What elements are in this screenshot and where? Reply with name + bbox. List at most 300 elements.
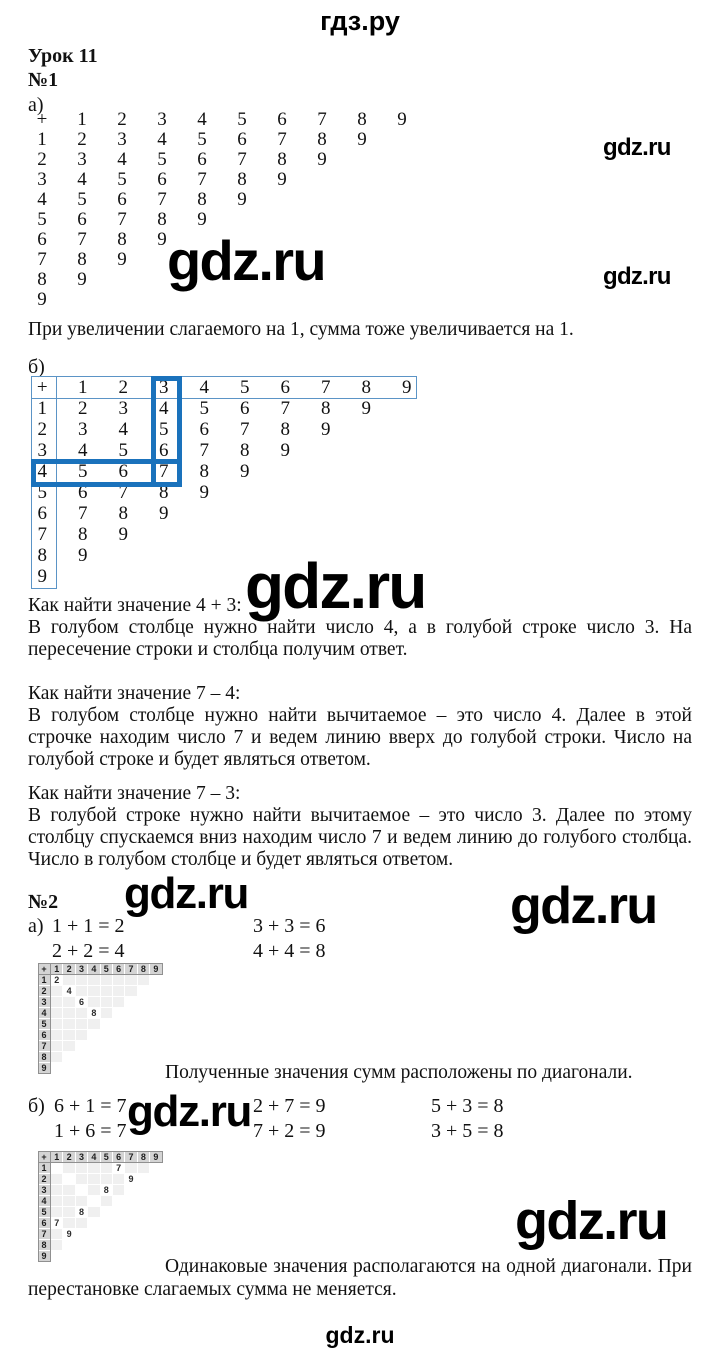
grid-empty-cell bbox=[138, 1030, 150, 1041]
grid-cell bbox=[113, 997, 125, 1008]
grid-empty-cell bbox=[88, 1229, 100, 1240]
table-cell bbox=[184, 503, 225, 524]
grid-header-cell: 7 bbox=[38, 1041, 51, 1052]
grid-empty-cell bbox=[150, 1207, 162, 1218]
grid-cell bbox=[101, 1163, 113, 1174]
lesson-title: Урок 11 bbox=[28, 45, 98, 67]
grid-value-cell: 2 bbox=[51, 975, 63, 986]
grid-cell bbox=[138, 975, 150, 986]
table-cell bbox=[225, 482, 266, 503]
table-cell: 9 bbox=[157, 229, 167, 250]
table-cell: 7 bbox=[280, 398, 290, 419]
grid-value-cell: 8 bbox=[88, 1008, 100, 1019]
table-row-label: 7 bbox=[37, 524, 47, 545]
grid-cell bbox=[88, 1163, 100, 1174]
grid-empty-cell bbox=[101, 1041, 113, 1052]
table-cell: 9 bbox=[117, 249, 127, 270]
table-row-label: 3 bbox=[37, 169, 47, 190]
table-cell bbox=[265, 524, 306, 545]
table-header-cell: 9 bbox=[402, 377, 412, 398]
grid-cell bbox=[51, 1019, 63, 1030]
grid-empty-cell bbox=[88, 1218, 100, 1229]
grid-cell bbox=[138, 1163, 150, 1174]
grid-cell bbox=[51, 1174, 63, 1185]
grid-empty-cell bbox=[113, 1041, 125, 1052]
table-cell: 9 bbox=[77, 269, 87, 290]
grid-header-cell: 6 bbox=[38, 1030, 51, 1041]
grid-header-cell: 6 bbox=[113, 1151, 125, 1163]
grid-header-cell: 2 bbox=[63, 1151, 75, 1163]
task2-label: №2 bbox=[28, 891, 59, 913]
paragraph-line: строчке находим число 7 и ведем линию вверх до голубой строки. Число на bbox=[28, 727, 692, 748]
table-cell bbox=[144, 566, 185, 587]
table-cell: 6 bbox=[77, 209, 87, 230]
grid-empty-cell bbox=[150, 1174, 162, 1185]
table-header-cell: 3 bbox=[157, 109, 167, 130]
table-cell: 8 bbox=[159, 482, 169, 503]
grid-cell bbox=[51, 1207, 63, 1218]
paragraph-line: В голубой строке нужно найти вычитаемое – это число 3. Далее по этому bbox=[28, 805, 692, 826]
equation: 7 + 2 = 9 bbox=[253, 1120, 326, 1142]
paragraph-line: пересечение строки и столбца получим ответ. bbox=[28, 639, 408, 660]
table-cell bbox=[265, 503, 306, 524]
grid-empty-cell bbox=[138, 997, 150, 1008]
table-cell: 6 bbox=[199, 419, 209, 440]
howto-paragraph bbox=[28, 805, 692, 871]
grid-value-cell: 6 bbox=[76, 997, 88, 1008]
grid-cell bbox=[51, 1240, 63, 1251]
grid-cell bbox=[76, 1019, 88, 1030]
table-cell: 4 bbox=[78, 440, 88, 461]
table-row-label: 5 bbox=[37, 482, 47, 503]
table-cell: 3 bbox=[77, 149, 87, 170]
table-header-cell: 2 bbox=[118, 377, 128, 398]
grid-empty-cell bbox=[88, 1052, 100, 1063]
grid-empty-cell bbox=[113, 1063, 125, 1074]
howto-heading: Как найти значение 7 – 4: bbox=[28, 683, 241, 704]
paragraph-line: голубой строке и будет являться ответом. bbox=[28, 749, 371, 770]
grid-empty-cell bbox=[138, 1207, 150, 1218]
grid-empty-cell bbox=[125, 1030, 137, 1041]
table-row-label: 9 bbox=[37, 566, 47, 587]
grid-empty-cell bbox=[125, 1041, 137, 1052]
table-row-label: 6 bbox=[37, 503, 47, 524]
table-cell bbox=[144, 524, 185, 545]
grid-empty-cell bbox=[101, 1240, 113, 1251]
table-cell bbox=[302, 290, 342, 310]
table-cell bbox=[302, 170, 342, 190]
table-cell: 7 bbox=[199, 440, 209, 461]
grid-empty-cell bbox=[150, 1218, 162, 1229]
table-cell: 9 bbox=[197, 209, 207, 230]
grid-empty-cell bbox=[76, 1063, 88, 1074]
table-header-cell: + bbox=[36, 109, 48, 130]
table-row-label: 8 bbox=[37, 269, 47, 290]
table-cell: 4 bbox=[77, 169, 87, 190]
table-row-label: 4 bbox=[37, 461, 47, 482]
table-header-cell: 7 bbox=[317, 109, 327, 130]
table-cell: 6 bbox=[197, 149, 207, 170]
grid-empty-cell bbox=[125, 1240, 137, 1251]
table-cell: 6 bbox=[240, 398, 250, 419]
watermark-gdz: gdz.ru bbox=[515, 1191, 668, 1251]
grid-empty-cell bbox=[101, 1063, 113, 1074]
grid-cell bbox=[88, 975, 100, 986]
table-cell bbox=[382, 270, 422, 290]
grid-header-cell: 9 bbox=[150, 963, 162, 975]
table-cell bbox=[346, 419, 387, 440]
table-cell: 9 bbox=[240, 461, 250, 482]
table-row-label: 5 bbox=[37, 209, 47, 230]
grid-cell bbox=[63, 997, 75, 1008]
equation: 2 + 2 = 4 bbox=[52, 940, 125, 962]
table-cell: 7 bbox=[117, 209, 127, 230]
grid-empty-cell bbox=[150, 1185, 162, 1196]
table-cell: 7 bbox=[240, 419, 250, 440]
table-header-cell: 5 bbox=[240, 377, 250, 398]
grid-cell bbox=[63, 1207, 75, 1218]
grid-cell bbox=[88, 997, 100, 1008]
grid-empty-cell bbox=[138, 1063, 150, 1074]
grid-cell bbox=[63, 1163, 75, 1174]
grid-cell bbox=[125, 1163, 137, 1174]
grid-cell bbox=[113, 975, 125, 986]
table-cell: 9 bbox=[78, 545, 88, 566]
grid-header-cell: 6 bbox=[38, 1218, 51, 1229]
equation: 1 + 1 = 2 bbox=[52, 915, 125, 937]
grid-empty-cell bbox=[138, 1008, 150, 1019]
grid-value-cell: 7 bbox=[51, 1218, 63, 1229]
watermark-gdz: gdz.ru bbox=[245, 550, 426, 622]
grid-empty-cell bbox=[125, 1019, 137, 1030]
table-cell bbox=[387, 419, 428, 440]
table-header-cell: 7 bbox=[321, 377, 331, 398]
grid-empty-cell bbox=[138, 1185, 150, 1196]
grid-cell bbox=[101, 1174, 113, 1185]
table-cell bbox=[225, 503, 266, 524]
table-cell: 9 bbox=[159, 503, 169, 524]
table-cell: 2 bbox=[78, 398, 88, 419]
task1-label: №1 bbox=[28, 69, 59, 91]
grid-empty-cell bbox=[150, 1163, 162, 1174]
part-a-label: а) bbox=[28, 915, 44, 937]
table-cell: 7 bbox=[118, 482, 128, 503]
table-cell: 6 bbox=[118, 461, 128, 482]
grid-header-cell: + bbox=[38, 1151, 51, 1163]
note-a: При увеличении слагаемого на 1, сумма тоже увеличивается на 1. bbox=[28, 319, 574, 340]
paragraph-line: перестановке слагаемых сумма не меняется. bbox=[28, 1279, 397, 1300]
table-cell: 5 bbox=[118, 440, 128, 461]
part-b-label: б) bbox=[28, 1095, 45, 1117]
grid-header-cell: 3 bbox=[76, 1151, 88, 1163]
grid-empty-cell bbox=[150, 1196, 162, 1207]
table-cell: 9 bbox=[357, 129, 367, 150]
table-cell bbox=[63, 566, 104, 587]
table-cell: 6 bbox=[117, 189, 127, 210]
table-cell bbox=[302, 210, 342, 230]
grid-header-cell: 9 bbox=[150, 1151, 162, 1163]
grid-value-cell: 9 bbox=[63, 1229, 75, 1240]
table-cell: 8 bbox=[280, 419, 290, 440]
grid-empty-cell bbox=[113, 1218, 125, 1229]
grid-empty-cell bbox=[76, 1251, 88, 1262]
table-cell bbox=[102, 290, 142, 310]
grid-cell bbox=[63, 1008, 75, 1019]
grid-empty-cell bbox=[88, 1030, 100, 1041]
grid-empty-cell bbox=[138, 1218, 150, 1229]
table-cell bbox=[382, 250, 422, 270]
grid-empty-cell bbox=[113, 1251, 125, 1262]
grid-empty-cell bbox=[150, 1251, 162, 1262]
table-cell: 9 bbox=[321, 419, 331, 440]
table-header-cell: 5 bbox=[237, 109, 247, 130]
howto-paragraph bbox=[28, 705, 692, 771]
table-cell: 7 bbox=[237, 149, 247, 170]
grid-cell bbox=[63, 975, 75, 986]
table-cell: 8 bbox=[199, 461, 209, 482]
equation: 1 + 6 = 7 bbox=[54, 1120, 127, 1142]
grid-cell bbox=[76, 1174, 88, 1185]
table-cell bbox=[262, 290, 302, 310]
equation: 6 + 1 = 7 bbox=[54, 1095, 127, 1117]
grid-empty-cell bbox=[138, 1229, 150, 1240]
table-cell: 7 bbox=[197, 169, 207, 190]
grid-empty-cell bbox=[138, 986, 150, 997]
table-cell bbox=[306, 461, 347, 482]
table-cell bbox=[342, 190, 382, 210]
grid-header-cell: 1 bbox=[38, 1163, 51, 1174]
table-cell bbox=[342, 250, 382, 270]
table-cell: 4 bbox=[118, 419, 128, 440]
grid-header-cell: 3 bbox=[38, 997, 51, 1008]
grid-cell bbox=[101, 1196, 113, 1207]
grid-empty-cell bbox=[88, 1063, 100, 1074]
table-cell: 8 bbox=[77, 249, 87, 270]
grid-value-cell: 7 bbox=[113, 1163, 125, 1174]
grid-header-cell: 5 bbox=[38, 1207, 51, 1218]
grid-empty-cell bbox=[125, 1196, 137, 1207]
table-cell: 6 bbox=[159, 440, 169, 461]
grid-empty-cell bbox=[113, 1207, 125, 1218]
table-cell bbox=[265, 482, 306, 503]
table-cell bbox=[387, 482, 428, 503]
table-cell: 9 bbox=[118, 524, 128, 545]
grid-empty-cell bbox=[113, 1030, 125, 1041]
table-cell: 8 bbox=[317, 129, 327, 150]
grid-header-cell: 5 bbox=[38, 1019, 51, 1030]
grid-empty-cell bbox=[76, 1041, 88, 1052]
table-row-label: 8 bbox=[37, 545, 47, 566]
table-cell bbox=[62, 290, 102, 310]
grid-header-cell: + bbox=[38, 963, 51, 975]
grid-empty-cell bbox=[150, 1229, 162, 1240]
grid-cell bbox=[88, 1185, 100, 1196]
equation: 3 + 3 = 6 bbox=[253, 915, 326, 937]
grid-empty-cell bbox=[125, 1052, 137, 1063]
grid-cell bbox=[76, 975, 88, 986]
grid-empty-cell bbox=[113, 1019, 125, 1030]
table-cell: 4 bbox=[157, 129, 167, 150]
table-cell bbox=[184, 524, 225, 545]
grid-cell bbox=[101, 1008, 113, 1019]
table-cell: 7 bbox=[77, 229, 87, 250]
table-row-label: 2 bbox=[37, 419, 47, 440]
grid-cell bbox=[76, 1163, 88, 1174]
grid-header-cell: 5 bbox=[101, 963, 113, 975]
grid-cell bbox=[51, 986, 63, 997]
table-row-label: 9 bbox=[37, 289, 47, 310]
table-cell bbox=[103, 566, 144, 587]
table-cell: 8 bbox=[78, 524, 88, 545]
grid-empty-cell bbox=[125, 1207, 137, 1218]
table-row-label: 7 bbox=[37, 249, 47, 270]
table-cell bbox=[346, 503, 387, 524]
grid-cell bbox=[101, 986, 113, 997]
grid-empty-cell bbox=[101, 1251, 113, 1262]
grid-empty-cell bbox=[150, 986, 162, 997]
equation: 2 + 7 = 9 bbox=[253, 1095, 326, 1117]
table-row-label: 4 bbox=[37, 189, 47, 210]
part-b-label: б) bbox=[28, 356, 45, 378]
table-cell bbox=[382, 230, 422, 250]
grid-cell bbox=[76, 1218, 88, 1229]
table-cell bbox=[342, 230, 382, 250]
grid-value-cell: 8 bbox=[101, 1185, 113, 1196]
mini-grid-b bbox=[38, 1151, 163, 1262]
grid-empty-cell bbox=[51, 1063, 63, 1074]
table-row-label: 3 bbox=[37, 440, 47, 461]
grid-cell bbox=[88, 1196, 100, 1207]
grid-empty-cell bbox=[150, 1240, 162, 1251]
grid-empty-cell bbox=[101, 1218, 113, 1229]
table-cell bbox=[262, 210, 302, 230]
grid-empty-cell bbox=[125, 997, 137, 1008]
howto-heading: Как найти значение 7 – 3: bbox=[28, 783, 241, 804]
table-cell: 5 bbox=[199, 398, 209, 419]
grid-empty-cell bbox=[88, 1240, 100, 1251]
table-cell: 7 bbox=[159, 461, 169, 482]
site-logo-header: гдз.ру bbox=[320, 6, 400, 36]
paragraph-line: Одинаковые значения располагаются на одной диагонали. При bbox=[165, 1256, 692, 1277]
table-cell bbox=[342, 150, 382, 170]
table-header-cell: 6 bbox=[280, 377, 290, 398]
grid-empty-cell bbox=[51, 1251, 63, 1262]
grid-empty-cell bbox=[113, 1008, 125, 1019]
table-cell bbox=[306, 503, 347, 524]
table-cell bbox=[342, 170, 382, 190]
table-cell bbox=[342, 270, 382, 290]
table-cell: 9 bbox=[361, 398, 371, 419]
grid-cell bbox=[125, 986, 137, 997]
table-cell: 6 bbox=[237, 129, 247, 150]
grid-header-cell: 4 bbox=[38, 1008, 51, 1019]
table-cell bbox=[144, 545, 185, 566]
grid-empty-cell bbox=[138, 1196, 150, 1207]
paragraph-line: В голубом столбце нужно найти число 4, а в голубой строке число 3. На bbox=[28, 617, 692, 638]
grid-header-cell: 4 bbox=[88, 1151, 100, 1163]
table-cell bbox=[182, 290, 222, 310]
table-cell bbox=[382, 150, 422, 170]
table-cell: 4 bbox=[117, 149, 127, 170]
grid-empty-cell bbox=[101, 1030, 113, 1041]
table-cell bbox=[262, 190, 302, 210]
table-cell: 5 bbox=[78, 461, 88, 482]
grid-cell bbox=[101, 975, 113, 986]
grid-empty-cell bbox=[125, 1185, 137, 1196]
grid-empty-cell bbox=[63, 1063, 75, 1074]
table-cell: 5 bbox=[77, 189, 87, 210]
grid-header-cell: 5 bbox=[101, 1151, 113, 1163]
table-cell: 8 bbox=[157, 209, 167, 230]
table-cell: 9 bbox=[317, 149, 327, 170]
howto-heading: Как найти значение 4 + 3: bbox=[28, 595, 242, 616]
grid-header-cell: 9 bbox=[38, 1063, 51, 1074]
grid-header-cell: 9 bbox=[38, 1251, 51, 1262]
grid-cell bbox=[88, 1174, 100, 1185]
watermark-gdz: gdz.ru bbox=[603, 134, 671, 161]
grid-empty-cell bbox=[63, 1052, 75, 1063]
grid-cell bbox=[51, 1185, 63, 1196]
grid-cell bbox=[63, 1174, 75, 1185]
grid-cell bbox=[63, 1030, 75, 1041]
grid-empty-cell bbox=[101, 1207, 113, 1218]
grid-header-cell: 4 bbox=[88, 963, 100, 975]
grid-cell bbox=[51, 1196, 63, 1207]
grid-cell bbox=[101, 997, 113, 1008]
table-header-cell: 4 bbox=[197, 109, 207, 130]
table-cell bbox=[225, 524, 266, 545]
grid-header-cell: 2 bbox=[63, 963, 75, 975]
table-cell bbox=[387, 503, 428, 524]
grid-header-cell: 2 bbox=[38, 986, 51, 997]
table-cell bbox=[346, 440, 387, 461]
table-row-label: 1 bbox=[37, 129, 47, 150]
part-a-label: а) bbox=[28, 94, 44, 116]
watermark-gdz: gdz.ru bbox=[167, 229, 325, 292]
table-cell bbox=[387, 524, 428, 545]
table-cell: 5 bbox=[159, 419, 169, 440]
grid-cell bbox=[63, 1019, 75, 1030]
table-header-cell: 8 bbox=[361, 377, 371, 398]
grid-empty-cell bbox=[150, 1063, 162, 1074]
table-header-cell: 4 bbox=[199, 377, 209, 398]
table-cell: 2 bbox=[77, 129, 87, 150]
paragraph-line: Число в голубом столбце и будет являться ответом. bbox=[28, 849, 454, 870]
grid-empty-cell bbox=[125, 1008, 137, 1019]
grid-empty-cell bbox=[88, 1251, 100, 1262]
grid-empty-cell bbox=[150, 1030, 162, 1041]
table-cell bbox=[342, 290, 382, 310]
grid-cell bbox=[51, 1041, 63, 1052]
grid-cell bbox=[51, 1030, 63, 1041]
grid-cell bbox=[76, 1196, 88, 1207]
grid-a-caption: Полученные значения сумм расположены по диагонали. bbox=[165, 1062, 633, 1083]
grid-cell bbox=[51, 1163, 63, 1174]
table-cell: 8 bbox=[321, 398, 331, 419]
grid-cell bbox=[63, 1041, 75, 1052]
table-cell bbox=[222, 210, 262, 230]
grid-empty-cell bbox=[113, 1240, 125, 1251]
table-cell bbox=[103, 545, 144, 566]
grid-header-cell: 7 bbox=[125, 963, 137, 975]
table-cell: 8 bbox=[197, 189, 207, 210]
table-cell: 9 bbox=[277, 169, 287, 190]
grid-empty-cell bbox=[150, 1041, 162, 1052]
grid-empty-cell bbox=[76, 1229, 88, 1240]
grid-header-cell: 7 bbox=[125, 1151, 137, 1163]
grid-empty-cell bbox=[138, 1052, 150, 1063]
grid-header-cell: 1 bbox=[38, 975, 51, 986]
